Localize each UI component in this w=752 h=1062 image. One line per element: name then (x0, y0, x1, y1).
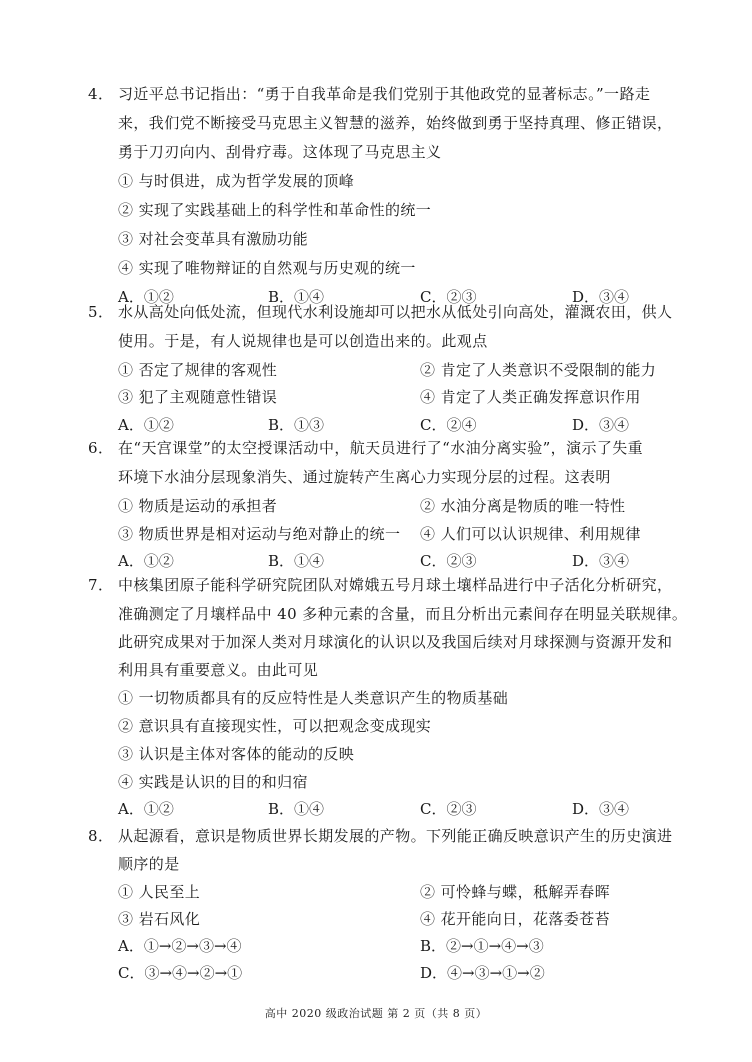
answer-choice-c: C．②③ (420, 288, 477, 306)
question-number: 4． (88, 85, 114, 103)
question-number: 6． (88, 439, 114, 457)
question-stem-line: 水从高处向低处流，但现代水利设施却可以把水从低处引向高处，灌溉农田，供人 (118, 303, 673, 321)
statement-1: ① 与时俱进，成为哲学发展的顶峰 (118, 172, 355, 190)
statement-1: ① 人民至上 (118, 883, 201, 901)
statement-4: ④ 肯定了人类正确发挥意识作用 (420, 388, 641, 406)
question-stem-line: 此研究成果对于加深人类对月球演化的认识以及我国后续对月球探测与资源开发和 (118, 633, 673, 651)
answer-choice-c: C．③→④→②→① (118, 964, 243, 982)
answer-choice-d: D．③④ (572, 800, 630, 818)
question-stem-line: 中核集团原子能科学研究院团队对嫦娥五号月球土壤样品进行中子活化分析研究， (118, 576, 673, 594)
statement-3: ③ 犯了主观随意性错误 (118, 388, 278, 406)
statement-2: ② 水油分离是物质的唯一特性 (420, 497, 626, 515)
answer-choice-b: B．①④ (268, 288, 325, 306)
answer-choice-a: A．①② (118, 416, 174, 434)
statement-4: ④ 实现了唯物辩证的自然观与历史观的统一 (118, 259, 416, 277)
answer-choice-a: A．①② (118, 800, 174, 818)
statement-4: ④ 人们可以认识规律、利用规律 (420, 525, 641, 543)
question-stem-line: 利用具有重要意义。由此可见 (118, 661, 319, 679)
question-stem-line: 顺序的是 (118, 855, 180, 873)
question-stem-line: 使用。于是，有人说规律也是可以创造出来的。此观点 (118, 332, 488, 350)
answer-choice-c: C．②④ (420, 416, 477, 434)
answer-choice-d: D．④→③→①→② (420, 964, 545, 982)
statement-1: ① 否定了规律的客观性 (118, 361, 278, 379)
answer-choice-d: D．③④ (572, 552, 630, 570)
statement-4: ④ 实践是认识的目的和归宿 (118, 773, 308, 791)
statement-2: ② 实现了实践基础上的科学性和革命性的统一 (118, 201, 432, 219)
answer-choice-b: B．①③ (268, 416, 325, 434)
question-stem-line: 准确测定了月壤样品中 40 多种元素的含量，而且分析出元素间存在明显关联规律。 (118, 605, 688, 623)
question-number: 7． (88, 576, 114, 594)
question-number: 5． (88, 303, 114, 321)
statement-1: ① 一切物质都具有的反应特性是人类意识产生的物质基础 (118, 689, 509, 707)
statement-2: ② 肯定了人类意识不受限制的能力 (420, 361, 657, 379)
answer-choice-c: C．②③ (420, 800, 477, 818)
answer-choice-b: B．①④ (268, 552, 325, 570)
statement-2: ② 意识具有直接现实性，可以把观念变成现实 (118, 717, 432, 735)
question-stem-line: 勇于刀刃向内、刮骨疗毒。这体现了马克思主义 (118, 143, 442, 161)
question-number: 8． (88, 827, 114, 845)
answer-choice-d: D．③④ (572, 288, 630, 306)
statement-2: ② 可怜蜂与蝶，秪解弄春晖 (420, 883, 610, 901)
answer-choice-a: A．①② (118, 552, 174, 570)
question-stem-line: 在“天宫课堂”的太空授课活动中，航天员进行了“水油分离实验”，演示了失重 (118, 439, 644, 457)
statement-3: ③ 对社会变革具有激励功能 (118, 230, 308, 248)
answer-choice-b: B．②→①→④→③ (420, 937, 544, 955)
answer-choice-d: D．③④ (572, 416, 630, 434)
statement-3: ③ 岩石风化 (118, 910, 201, 928)
question-stem-line: 从起源看，意识是物质世界长期发展的产物。下列能正确反映意识产生的历史演进 (118, 827, 673, 845)
statement-3: ③ 物质世界是相对运动与绝对静止的统一 (118, 525, 401, 543)
statement-4: ④ 花开能向日，花落委苍苔 (420, 910, 610, 928)
question-stem-line: 来，我们党不断接受马克思主义智慧的滋养，始终做到勇于坚持真理、修正错误， (118, 114, 673, 132)
answer-choice-a: A．①→②→③→④ (118, 937, 242, 955)
statement-3: ③ 认识是主体对客体的能动的反映 (118, 745, 355, 763)
answer-choice-c: C．②③ (420, 552, 477, 570)
question-stem-line: 环境下水油分层现象消失、通过旋转产生离心力实现分层的过程。这表明 (118, 468, 611, 486)
page-footer: 高中 2020 级政治试题 第 2 页（共 8 页） (264, 1007, 488, 1020)
question-stem-line: 习近平总书记指出：“勇于自我革命是我们党别于其他政党的显著标志。”一路走 (118, 85, 651, 103)
answer-choice-a: A．①② (118, 288, 174, 306)
statement-1: ① 物质是运动的承担者 (118, 497, 278, 515)
answer-choice-b: B．①④ (268, 800, 325, 818)
